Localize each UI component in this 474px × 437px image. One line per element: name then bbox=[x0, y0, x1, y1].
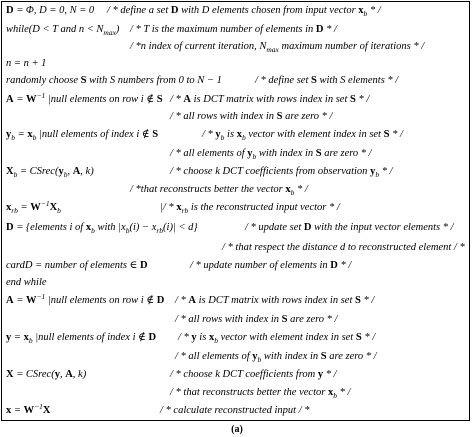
bold-symbol: D bbox=[315, 24, 324, 35]
text-run: are zero * / bbox=[287, 314, 338, 325]
text-run: * / bbox=[379, 166, 393, 177]
text-run: with D elements chosen from input vector bbox=[178, 5, 359, 16]
pseudocode-line bbox=[0, 293, 474, 309]
comment bbox=[130, 39, 424, 55]
pseudocode-line bbox=[0, 385, 474, 401]
subscript: b bbox=[13, 170, 18, 179]
text-run: / * bbox=[202, 129, 216, 140]
text-run: * / bbox=[323, 24, 337, 35]
subscript: b bbox=[375, 170, 380, 179]
comment bbox=[202, 127, 403, 143]
bold-symbol: X bbox=[6, 369, 14, 380]
subscript: b bbox=[241, 133, 246, 142]
subscript: b bbox=[257, 355, 262, 364]
subscript: b bbox=[290, 188, 295, 197]
text-run: / * all rows with index in bbox=[175, 314, 282, 325]
bold-symbol: x bbox=[23, 332, 29, 343]
pseudocode-line bbox=[0, 146, 474, 162]
statement bbox=[6, 293, 164, 309]
text-run: is bbox=[224, 129, 237, 140]
text-run: n = n + 1 bbox=[6, 58, 47, 69]
bold-symbol: S bbox=[320, 351, 327, 362]
bold-symbol: x bbox=[327, 387, 334, 398]
subscript: b bbox=[333, 391, 337, 400]
statement bbox=[6, 73, 222, 89]
statement bbox=[6, 275, 47, 291]
pseudocode-line bbox=[0, 349, 474, 365]
subscript: b bbox=[63, 170, 68, 179]
text-run: * / bbox=[337, 260, 352, 271]
statement bbox=[6, 22, 119, 38]
bold-symbol: W bbox=[23, 405, 35, 416]
bold-symbol: x bbox=[85, 222, 92, 233]
text-run: is the reconstructed input vector * / bbox=[188, 202, 340, 213]
pseudocode-line bbox=[0, 312, 474, 328]
statement bbox=[6, 92, 163, 108]
text-run: ) bbox=[115, 24, 120, 35]
bold-symbol: S bbox=[156, 94, 163, 105]
statement bbox=[6, 56, 46, 72]
comment bbox=[255, 73, 398, 89]
text-run: / * choose k DCT coefficients from bbox=[170, 369, 318, 380]
text-run: = Φ, D = 0, N = 0 bbox=[13, 5, 95, 16]
comment bbox=[245, 220, 454, 236]
text-run: = bbox=[11, 405, 24, 416]
pseudocode-line bbox=[0, 39, 474, 55]
comment bbox=[170, 146, 372, 162]
text-run: / * calculate reconstructed input / * bbox=[160, 405, 310, 416]
pseudocode-line bbox=[0, 164, 474, 180]
pseudocode-line bbox=[0, 220, 474, 236]
comment bbox=[130, 182, 308, 198]
subscript: rb bbox=[11, 206, 18, 215]
text-run: vector with element index in set bbox=[245, 129, 384, 140]
comment bbox=[175, 293, 374, 309]
subscript: b bbox=[220, 133, 225, 142]
statement bbox=[6, 403, 51, 419]
pseudocode-line bbox=[0, 73, 474, 89]
text-run: * / bbox=[360, 295, 375, 306]
comment bbox=[160, 403, 310, 419]
text-run: , k) bbox=[72, 369, 87, 380]
statement bbox=[6, 3, 94, 19]
text-run: (i)| < d} bbox=[163, 222, 198, 233]
bold-symbol: x bbox=[27, 129, 33, 140]
text-run: / * all elements of bbox=[175, 351, 253, 362]
pseudocode-line bbox=[0, 240, 474, 256]
bold-symbol: S bbox=[350, 94, 356, 105]
statement bbox=[6, 127, 158, 143]
comment bbox=[170, 109, 332, 125]
bold-symbol: D bbox=[148, 332, 157, 343]
bold-symbol: S bbox=[80, 75, 87, 86]
text-run: / *that reconstructs better the vector bbox=[130, 184, 286, 195]
text-run: / * define set bbox=[255, 75, 311, 86]
text-run: = bbox=[13, 94, 26, 105]
bold-symbol: D bbox=[156, 295, 165, 306]
subscript: max bbox=[266, 45, 279, 54]
bold-symbol: S bbox=[152, 129, 159, 140]
text-run: with |x bbox=[94, 222, 126, 233]
subscript: rb bbox=[181, 206, 189, 215]
text-run: with index in bbox=[256, 148, 316, 159]
text-run: are zero * / bbox=[282, 111, 333, 122]
comment bbox=[170, 92, 369, 108]
text-run: = bbox=[17, 202, 31, 213]
text-run: |null elements of index i ∉ bbox=[32, 332, 149, 343]
bold-symbol: D bbox=[6, 5, 14, 16]
bold-symbol: D bbox=[6, 222, 14, 233]
comment bbox=[175, 349, 377, 365]
statement bbox=[6, 220, 198, 236]
bold-symbol: S bbox=[281, 314, 288, 325]
statement bbox=[6, 330, 156, 346]
text-run: (i) − x bbox=[129, 222, 157, 233]
bold-symbol: S bbox=[355, 332, 362, 343]
text-run: = CSrec( bbox=[13, 369, 55, 380]
bold-symbol: A bbox=[65, 369, 73, 380]
bold-symbol: x bbox=[6, 405, 12, 416]
text-run: |null elements of index i ∉ bbox=[36, 129, 153, 140]
statement bbox=[6, 367, 86, 383]
bold-symbol: W bbox=[25, 94, 37, 105]
bold-symbol: y bbox=[252, 351, 258, 362]
subscript: b bbox=[214, 336, 218, 345]
bold-symbol: A bbox=[6, 94, 14, 105]
text-run: = bbox=[15, 129, 28, 140]
bold-symbol: y bbox=[317, 369, 324, 380]
subscript: b bbox=[125, 226, 130, 235]
bold-symbol: x bbox=[6, 202, 12, 213]
comment bbox=[170, 385, 350, 401]
text-run: / *n index of current iteration, N bbox=[130, 41, 267, 52]
text-run: are zero * / bbox=[326, 351, 377, 362]
pseudocode-line bbox=[0, 182, 474, 198]
statement bbox=[6, 164, 94, 180]
text-run: / * that respect the distance d to reconstructed element / * bbox=[222, 242, 465, 253]
subscript: b bbox=[57, 206, 61, 215]
text-run: / * all rows with index in bbox=[170, 111, 277, 122]
text-run: = CSrec( bbox=[17, 166, 59, 177]
text-run: are zero * / bbox=[321, 148, 372, 159]
text-run: |/ * bbox=[160, 202, 177, 213]
bold-symbol: y bbox=[6, 129, 12, 140]
bold-symbol: S bbox=[276, 111, 283, 122]
bold-symbol: A bbox=[72, 166, 81, 177]
text-run: end while bbox=[6, 277, 47, 288]
subscript: b bbox=[32, 133, 37, 142]
text-run: / * bbox=[178, 332, 192, 343]
comment bbox=[190, 258, 351, 274]
text-run: with the input vector elements * / bbox=[311, 222, 454, 233]
pseudocode-line bbox=[0, 56, 474, 72]
text-run: |null elements on row i ∉ bbox=[45, 94, 157, 105]
text-run: * / bbox=[367, 5, 381, 16]
bold-symbol: S bbox=[383, 129, 390, 140]
text-run: / * update set bbox=[245, 222, 304, 233]
subscript: b bbox=[28, 336, 33, 345]
text-run: , k) bbox=[80, 166, 94, 177]
comment bbox=[160, 200, 340, 216]
bold-symbol: x bbox=[358, 5, 364, 16]
bold-symbol: y bbox=[191, 332, 197, 343]
text-run: / * all elements of bbox=[170, 148, 248, 159]
bold-symbol: y bbox=[370, 166, 376, 177]
text-run: with S elements * / bbox=[316, 75, 399, 86]
text-run: = {elements i of bbox=[13, 222, 86, 233]
text-run: / * choose k DCT coefficients from observation bbox=[170, 166, 371, 177]
text-run: / * bbox=[170, 94, 184, 105]
pseudocode-line bbox=[0, 367, 474, 383]
bold-symbol: X bbox=[6, 166, 14, 177]
bold-symbol: D bbox=[330, 260, 338, 271]
bold-symbol: A bbox=[6, 295, 14, 306]
text-run: maximum number of iterations * / bbox=[278, 41, 425, 52]
superscript: −1 bbox=[40, 199, 50, 208]
text-run: * / bbox=[294, 184, 308, 195]
pseudocode-line bbox=[0, 22, 474, 38]
superscript: −1 bbox=[36, 292, 46, 301]
text-run: , bbox=[67, 166, 73, 177]
text-run: is DCT matrix with rows index in set bbox=[196, 295, 355, 306]
text-run: = bbox=[13, 295, 26, 306]
subscript: rb bbox=[156, 226, 164, 235]
text-run: with S numbers from 0 to N − 1 bbox=[86, 75, 222, 86]
text-run: / * bbox=[175, 295, 189, 306]
text-run: randomly choose bbox=[6, 75, 81, 86]
bold-symbol: D bbox=[140, 260, 148, 271]
comment bbox=[107, 3, 381, 19]
text-run: / * define a set bbox=[107, 5, 171, 16]
pseudocode-line bbox=[0, 127, 474, 143]
text-run: * / bbox=[336, 387, 351, 398]
pseudocode-line bbox=[0, 330, 474, 346]
text-run: * / bbox=[361, 332, 376, 343]
subscript: b bbox=[11, 133, 15, 142]
superscript: −1 bbox=[36, 91, 46, 100]
text-run: * / bbox=[323, 369, 337, 380]
bold-symbol: X bbox=[49, 202, 58, 213]
comment bbox=[170, 367, 337, 383]
text-run: is bbox=[196, 332, 209, 343]
bold-symbol: y bbox=[58, 166, 64, 177]
comment bbox=[175, 312, 337, 328]
bold-symbol: A bbox=[183, 94, 192, 105]
text-run: |null elements on row i ∉ bbox=[45, 295, 157, 306]
text-run: = bbox=[11, 332, 24, 343]
bold-symbol: y bbox=[54, 369, 60, 380]
text-run: / * that reconstructs better the vector bbox=[170, 387, 328, 398]
text-run: / * update number of elements in bbox=[190, 260, 331, 271]
bold-symbol: x bbox=[176, 202, 182, 213]
text-run: * / bbox=[355, 94, 370, 105]
bold-symbol: x bbox=[236, 129, 242, 140]
text-run: / * T is the maximum number of elements in bbox=[130, 24, 316, 35]
comment bbox=[178, 330, 375, 346]
pseudocode-line bbox=[0, 275, 474, 291]
bold-symbol: W bbox=[30, 202, 41, 213]
subscript: b bbox=[363, 9, 368, 18]
subscript: b bbox=[252, 152, 257, 161]
bold-symbol: D bbox=[303, 222, 312, 233]
pseudocode-line bbox=[0, 258, 474, 274]
superscript: −1 bbox=[34, 402, 43, 411]
comment bbox=[170, 164, 392, 180]
pseudocode-line bbox=[0, 109, 474, 125]
text-run: cardD = number of elements ∈ bbox=[6, 260, 141, 271]
figure-caption: (a) bbox=[231, 424, 243, 435]
bold-symbol: x bbox=[208, 332, 215, 343]
bold-symbol: D bbox=[170, 5, 179, 16]
bold-symbol: W bbox=[25, 295, 37, 306]
comment bbox=[222, 240, 465, 256]
text-run: , bbox=[59, 369, 66, 380]
bold-symbol: S bbox=[315, 148, 322, 159]
pseudocode-line bbox=[0, 92, 474, 108]
comment bbox=[130, 22, 337, 38]
bold-symbol: X bbox=[42, 405, 51, 416]
bold-symbol: y bbox=[215, 129, 221, 140]
text-run: while(D < T and n < N bbox=[6, 24, 104, 35]
bold-symbol: S bbox=[311, 75, 317, 86]
statement bbox=[6, 258, 148, 274]
bold-symbol: x bbox=[285, 184, 291, 195]
bold-symbol: S bbox=[355, 295, 361, 306]
pseudocode-line bbox=[0, 200, 474, 216]
pseudocode-line bbox=[0, 403, 474, 419]
statement bbox=[6, 200, 61, 216]
text-run: * / bbox=[389, 129, 403, 140]
subscript: b bbox=[91, 226, 95, 235]
bold-symbol: y bbox=[247, 148, 253, 159]
bold-symbol: y bbox=[6, 332, 12, 343]
text-run: is DCT matrix with rows index in set bbox=[191, 94, 350, 105]
subscript: max bbox=[103, 28, 116, 37]
bold-symbol: A bbox=[188, 295, 197, 306]
text-run: with index in bbox=[261, 351, 321, 362]
pseudocode-line bbox=[0, 3, 474, 19]
text-run: vector with element index in set bbox=[217, 332, 356, 343]
